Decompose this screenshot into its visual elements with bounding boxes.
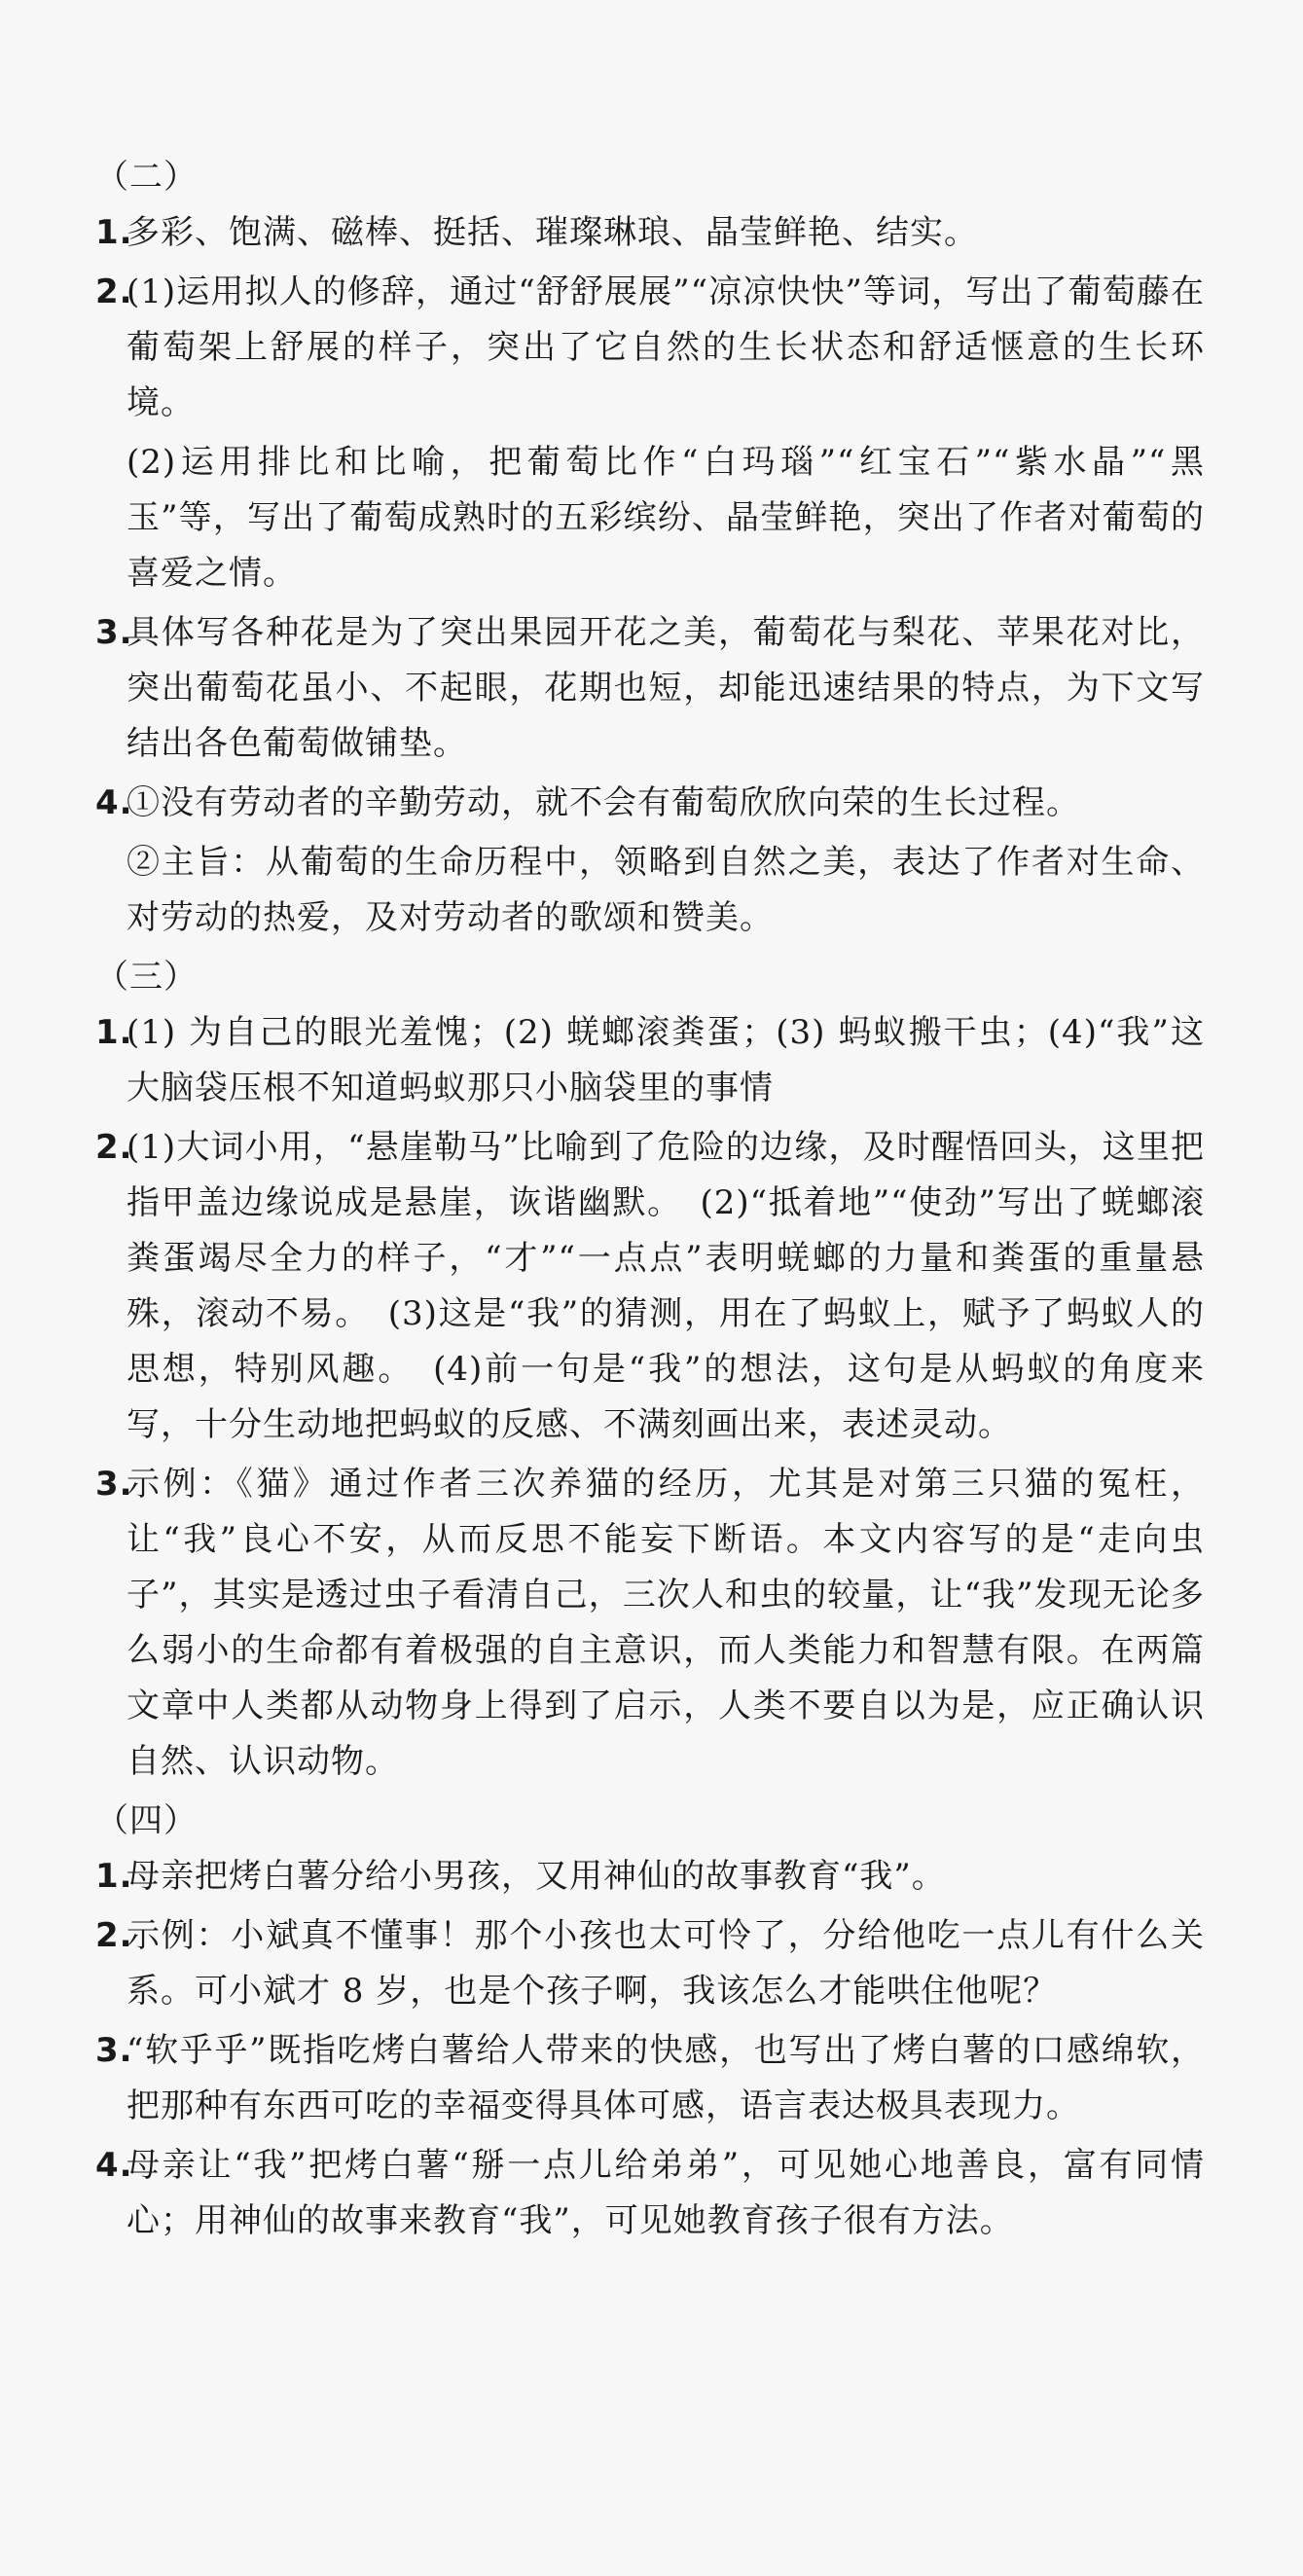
answer-text: (1)大词小用，“悬崖勒马”比喻到了危险的边缘，及时醒悟回头，这里把指甲盖边缘说成是悬崖，诙谐幽默。 (2)“抵着地”“使劲”写出了蜣螂滚粪蛋竭尽全力的样子，“才”“一点点”表明蜣螂的力量和粪蛋的重量悬殊，滚动不易。 (3)这是“我”的猜测，用在了蚂蚁上，赋予了蚂蚁人的思想，特别风趣。 (4)前一句是“我”的想法，这句是从蚂蚁的角度来写，十分生动地把蚂蚁的反感、不满刻画出来，表述灵动。 xyxy=(127,1128,1205,1444)
answer-section xyxy=(95,1794,1205,2249)
answer-text: “软乎乎”既指吃烤白薯给人带来的快感，也写出了烤白薯的口感绵软，把那种有东西可吃的幸福变得具体可感，语言表达极具表现力。 xyxy=(127,2031,1205,2125)
item-number: 4. xyxy=(95,2146,133,2185)
answer-text: ①没有劳动者的辛勤劳动，就不会有葡萄欣欣向荣的生长过程。 xyxy=(127,783,1080,822)
answer-item xyxy=(95,2138,1205,2249)
answer-item xyxy=(95,605,1205,772)
answer-text: 母亲把烤白薯分给小男孩，又用神仙的故事教育“我”。 xyxy=(127,1857,946,1896)
item-number: 2. xyxy=(95,1128,133,1167)
section-heading: （三） xyxy=(95,958,198,997)
answer-text: (1)运用拟人的修辞，通过“舒舒展展”“凉凉快快”等词，写出了葡萄藤在葡萄架上舒展的样子，突出了它自然的生长状态和舒适惬意的生长环境。 xyxy=(127,272,1205,422)
answer-text: 具体写各种花是为了突出果园开花之美，葡萄花与梨花、苹果花对比，突出葡萄花虽小、不起眼，花期也短，却能迅速结果的特点，为下文写结出各色葡萄做铺垫。 xyxy=(127,613,1205,763)
answer-item xyxy=(95,1457,1205,1790)
answer-text: 多彩、饱满、磁棒、挺括、璀璨琳琅、晶莹鲜艳、结实。 xyxy=(127,213,978,252)
answer-item xyxy=(95,1005,1205,1116)
item-number: 2. xyxy=(95,1916,133,1955)
answer-item xyxy=(95,1908,1205,2019)
answer-item xyxy=(95,1849,1205,1905)
item-number: 4. xyxy=(95,783,133,822)
item-number: 3. xyxy=(95,1465,133,1504)
item-number: 1. xyxy=(95,1013,133,1052)
answer-text: 示例：小斌真不懂事！那个小孩也太可怜了，分给他吃一点儿有什么关系。可小斌才 8 岁，也是个孩子啊，我该怎么才能哄住他呢？ xyxy=(127,1916,1205,2011)
answer-text: 母亲让“我”把烤白薯“掰一点儿给弟弟”，可见她心地善良，富有同情心；用神仙的故事来教育“我”，可见她教育孩子很有方法。 xyxy=(127,2146,1205,2240)
answer-item xyxy=(95,2023,1205,2134)
answer-text: (2)运用排比和比喻，把葡萄比作“白玛瑙”“红宝石”“紫水晶”“黑玉”等，写出了葡萄成熟时的五彩缤纷、晶莹鲜艳，突出了作者对葡萄的喜爱之情。 xyxy=(127,443,1205,593)
section-heading: （四） xyxy=(95,1801,198,1840)
item-number: 2. xyxy=(95,272,133,311)
section-heading: （二） xyxy=(95,158,198,197)
answer-content xyxy=(95,146,1205,2253)
item-number: 1. xyxy=(95,1857,133,1896)
answer-text: ②主旨：从葡萄的生命历程中，领略到自然之美，表达了作者对生命、对劳动的热爱，及对劳动者的歌颂和赞美。 xyxy=(127,843,1205,937)
answer-item xyxy=(95,776,1205,946)
answer-item xyxy=(95,265,1205,601)
answer-text: 示例：《猫》通过作者三次养猫的经历，尤其是对第三只猫的冤枉，让“我”良心不安，从而反思不能妄下断语。本文内容写的是“走向虫子”，其实是透过虫子看清自己，三次人和虫的较量，让“我”发现无论多么弱小的生命都有着极强的自主意识，而人类能力和智慧有限。在两篇文章中人类都从动物身上得到了启示，人类不要自以为是，应正确认识自然、认识动物。 xyxy=(127,1465,1205,1781)
item-number: 1. xyxy=(95,213,133,252)
answer-item xyxy=(95,205,1205,261)
answer-section xyxy=(95,150,1205,946)
answer-text: (1) 为自己的眼光羞愧；(2) 蜣螂滚粪蛋；(3) 蚂蚁搬干虫；(4)“我”这大脑袋压根不知道蚂蚁那只小脑袋里的事情 xyxy=(127,1013,1205,1107)
item-number: 3. xyxy=(95,2031,133,2070)
answer-section xyxy=(95,950,1205,1790)
answer-item xyxy=(95,1120,1205,1453)
item-number: 3. xyxy=(95,613,133,652)
